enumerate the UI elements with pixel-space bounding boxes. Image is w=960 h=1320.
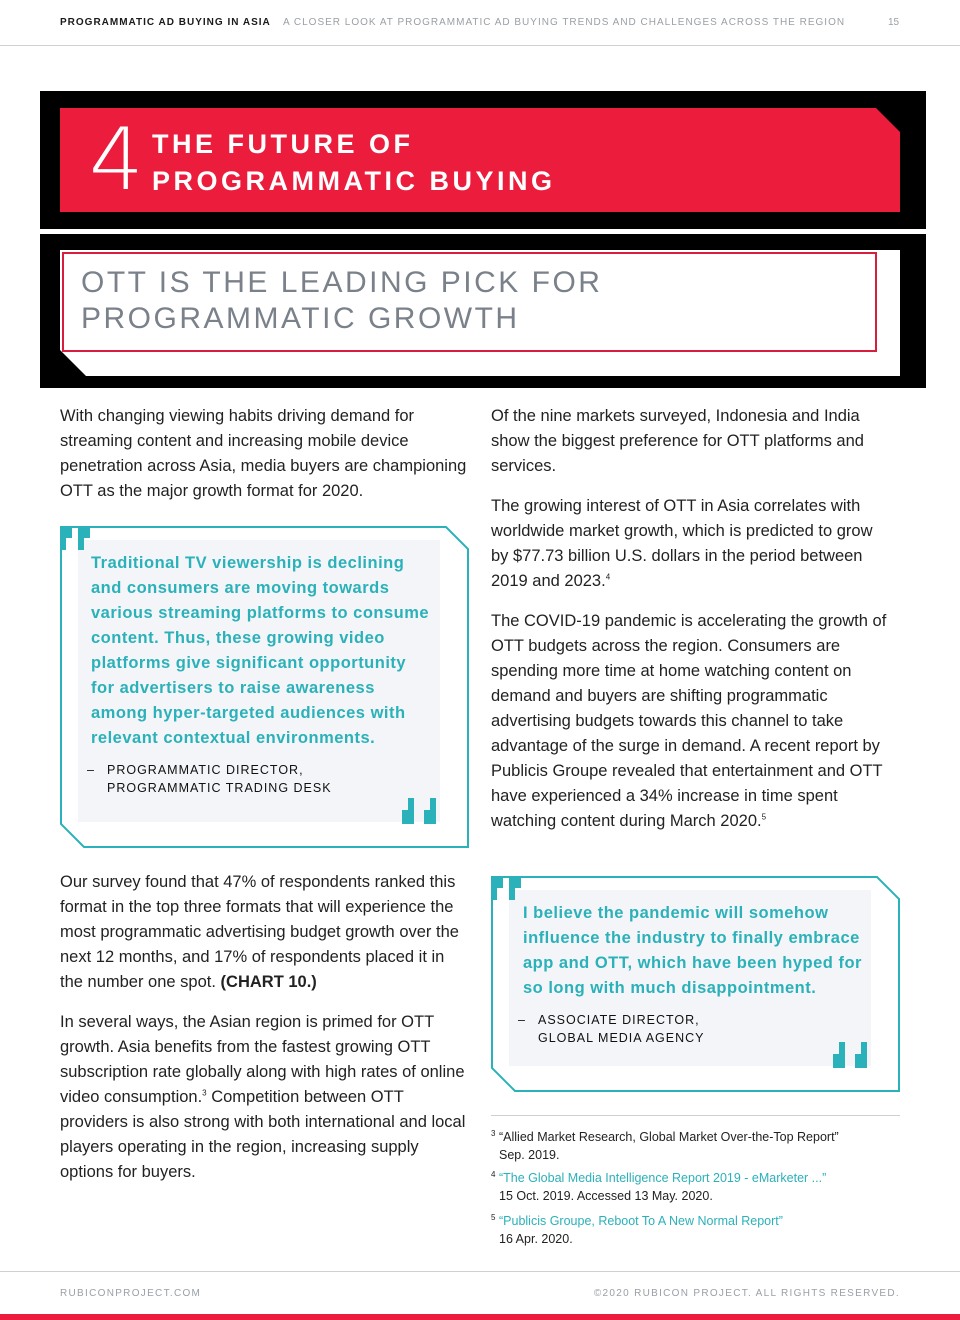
section-title-line1: OTT IS THE LEADING PICK FOR <box>81 266 603 299</box>
footnote-date: 15 Oct. 2019. Accessed 13 May. 2020. <box>499 1189 713 1203</box>
left-intro <box>60 404 470 519</box>
footnote-divider <box>491 1115 900 1116</box>
chapter-title <box>152 126 556 200</box>
attribution-line1: ASSOCIATE DIRECTOR, <box>538 1013 700 1027</box>
footnote-ref-3: 3 <box>202 1088 207 1098</box>
footer-copyright: ©2020 RUBICON PROJECT. ALL RIGHTS RESERVED. <box>593 1288 900 1299</box>
section-title <box>81 265 602 337</box>
attribution-dash: – <box>87 763 95 777</box>
attribution-line2: PROGRAMMATIC TRADING DESK <box>107 781 332 795</box>
footnote-5 <box>491 1212 901 1248</box>
close-quote-icon <box>402 798 444 824</box>
open-quote-icon <box>491 876 531 902</box>
attribution-dash: – <box>518 1013 526 1027</box>
quote-1-attribution <box>87 761 427 797</box>
covid-paragraph <box>491 609 891 834</box>
footnote-date: 16 Apr. 2020. <box>499 1232 573 1246</box>
attribution-line1: PROGRAMMATIC DIRECTOR, <box>107 763 304 777</box>
section-title-line2: PROGRAMMATIC GROWTH <box>81 302 520 335</box>
header-subtitle: A CLOSER LOOK AT PROGRAMMATIC AD BUYING TRENDS AND CHALLENGES ACROSS THE REGION <box>283 17 846 28</box>
attribution-line2: GLOBAL MEDIA AGENCY <box>538 1031 705 1045</box>
markets-paragraph: Of the nine markets surveyed, Indonesia and India show the biggest preference for OTT platforms and services. <box>491 407 864 475</box>
right-body <box>491 404 891 849</box>
quote-1-text: Traditional TV viewership is declining and consumers are moving towards various streaming platforms to consume content. Thus, these growing video platforms give significant opportunity for advertisers to raise awareness among hyper-targeted audiences with relevant contextual environments. <box>91 554 430 747</box>
footer-divider <box>0 1271 960 1272</box>
footnote-number: 5 <box>491 1213 496 1222</box>
footer-website-link[interactable]: RUBICONPROJECT.COM <box>60 1288 202 1299</box>
chapter-title-line1: THE FUTURE OF <box>152 129 414 159</box>
survey-text: Our survey found that 47% of respondents ranked this format in the top three formats that will experience the most programmatic advertising budget growth over the next 12 months, and 17% of respondents placed it in the number one spot. <box>60 873 459 991</box>
footnote-date: Sep. 2019. <box>499 1148 560 1162</box>
quote-box-2 <box>491 876 901 1092</box>
growth-text: The growing interest of OTT in Asia correlates with worldwide market growth, which is predicted to grow by $77.73 billion U.S. dollars in the period between 2019 and 2023. <box>491 497 873 590</box>
page-header <box>0 0 960 46</box>
footnote-4 <box>491 1169 901 1205</box>
footnote-3 <box>491 1128 901 1164</box>
footnote-ref-4: 4 <box>605 572 611 582</box>
footnote-number: 3 <box>491 1129 496 1138</box>
intro-paragraph: With changing viewing habits driving demand for streaming content and increasing mobile device penetration across Asia, media buyers are championing OTT as the major growth format for 2020. <box>60 407 467 500</box>
chapter-number: 4 <box>89 110 144 210</box>
bottom-accent-bar <box>0 1314 960 1320</box>
quote-2-text: I believe the pandemic will somehow influence the industry to finally embrace app and OTT, which have been hyped for so long with much disappointment. <box>523 904 862 997</box>
asia-text-b: Competition between OTT providers is also strong with both international and local players operating in the region, increasing supply options for buyers. <box>60 1088 466 1181</box>
asia-paragraph <box>60 1010 470 1185</box>
footnote-ref-5: 5 <box>761 812 767 822</box>
growth-paragraph <box>491 494 891 594</box>
quote-2-attribution <box>518 1011 858 1047</box>
footnote-title: “Allied Market Research, Global Market Over-the-Top Report” <box>499 1130 839 1144</box>
covid-text: The COVID-19 pandemic is accelerating the growth of OTT budgets across the region. Consumers are spending more time at home watching content on demand and buyers are shifting programmatic advertising budgets towards this channel to take advantage of the surge in demand. A recent report by Publicis Groupe revealed that entertainment and OTT have experienced a 34% increase in time spent watching content during March 2020. <box>491 612 887 830</box>
footnote-link[interactable]: “The Global Media Intelligence Report 2019 - eMarketer ...” <box>499 1171 827 1185</box>
left-body <box>60 870 470 1200</box>
footnote-link[interactable]: “Publicis Groupe, Reboot To A New Normal Report” <box>499 1214 783 1228</box>
open-quote-icon <box>60 526 100 552</box>
page-number: 15 <box>888 17 900 28</box>
chapter-title-line2: PROGRAMMATIC BUYING <box>152 166 556 196</box>
survey-paragraph <box>60 870 470 995</box>
quote-box-1 <box>60 526 470 848</box>
chart-reference: (CHART 10.) <box>220 973 317 991</box>
footnote-number: 4 <box>491 1170 496 1179</box>
asia-text-a: In several ways, the Asian region is primed for OTT growth. Asia benefits from the fastest growing OTT subscription rate globally along with high rates of online video consumption. <box>60 1013 465 1106</box>
header-title: PROGRAMMATIC AD BUYING IN ASIA <box>60 17 271 28</box>
